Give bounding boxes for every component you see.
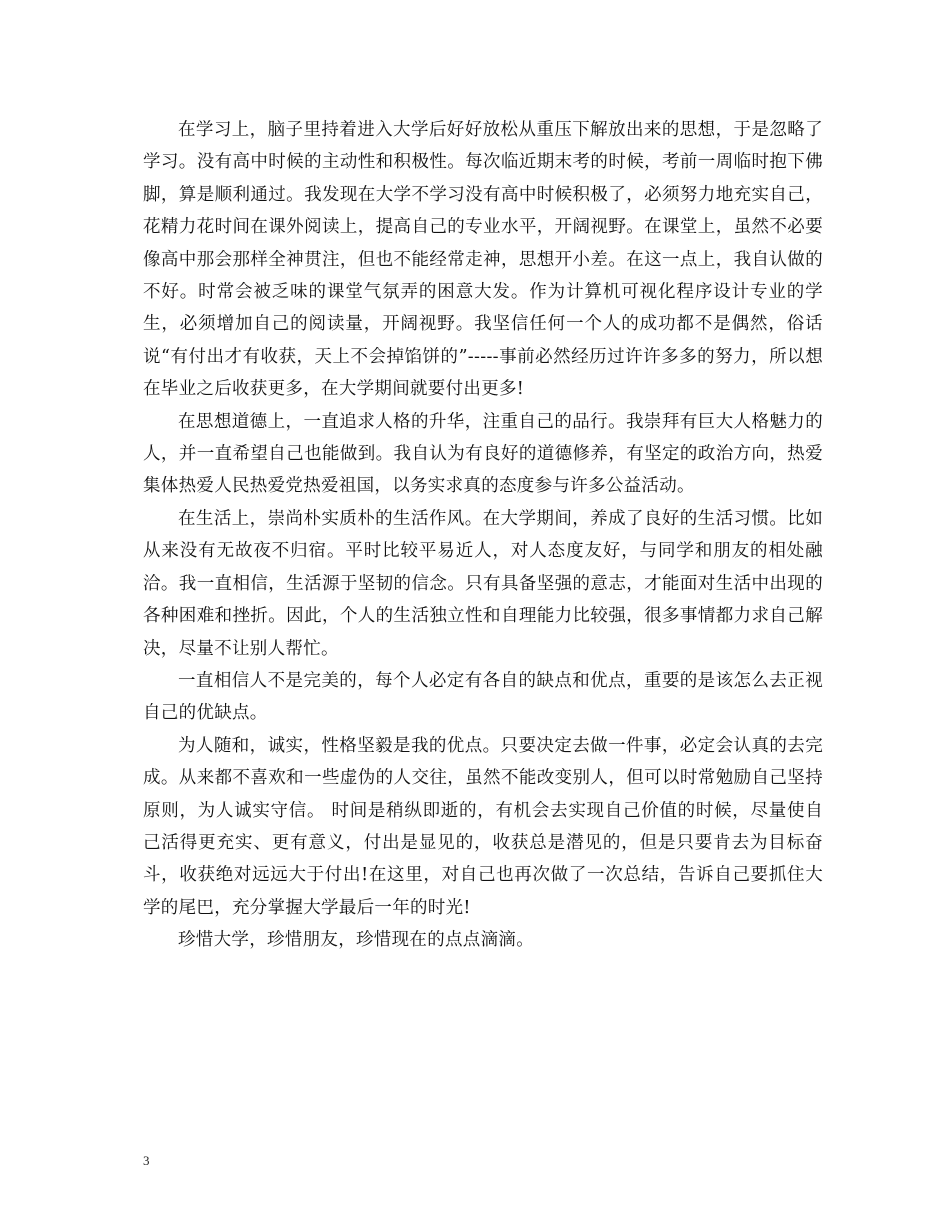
paragraph-morality: 在思想道德上，一直追求人格的升华，注重自己的品行。我崇拜有巨大人格魅力的人，并一直希望自己也能做到。我自认为有良好的道德修养，有坚定的政治方向，热爱集体热爱人民热爱党热爱祖国，以务实求真的态度参与许多公益活动。 — [143, 411, 823, 497]
paragraph-study: 在学习上，脑子里持着进入大学后好好放松从重压下解放出来的思想，于是忽略了学习。没有高中时候的主动性和积极性。每次临近期末考的时候，考前一周临时抱下佛脚，算是顺利通过。我发现在大学不学习没有高中时候积极了，必须努力地充实自己，花精力花时间在课外阅读上，提高自己的专业水平，开阔视野。在课堂上，虽然不必要像高中那会那样全神贯注，但也不能经常走神，思想开小差。在这一点上，我自认做的不好。时常会被乏味的课堂气氛弄的困意大发。作为计算机可视化程序设计专业的学生，必须增加自己的阅读量，开阔视野。我坚信任何一个人的成功都不是偶然，俗话说“有付出才有收获，天上不会掉馅饼的”-----事前必然经历过许许多多的努力，所以想在毕业之后收获更多，在大学期间就要付出更多! — [143, 120, 823, 400]
paragraph-life: 在生活上，崇尚朴实质朴的生活作风。在大学期间，养成了良好的生活习惯。比如从来没有无故夜不归宿。平时比较平易近人，对人态度友好，与同学和朋友的相处融洽。我一直相信，生活源于坚韧的信念。只有具备坚强的意志，才能面对生活中出现的各种困难和挫折。因此，个人的生活独立性和自理能力比较强，很多事情都力求自己解决，尽量不让别人帮忙。 — [143, 508, 823, 659]
document-body — [143, 114, 823, 957]
page-number: 3 — [143, 1153, 150, 1168]
paragraph-closing: 珍惜大学，珍惜朋友，珍惜现在的点点滴滴。 — [178, 930, 534, 951]
paragraph-strengths: 为人随和，诚实，性格坚毅是我的优点。只要决定去做一件事，必定会认真的去完成。从来都不喜欢和一些虚伪的人交往，虽然不能改变别人，但可以时常勉励自己坚持原则，为人诚实守信。 时间是稍纵即逝的，有机会去实现自己价值的时候，尽量使自己活得更充实、更有意义，付出是显见的，收获总是潜见的，但是只要肯去为目标奋斗，收获绝对远远大于付出!在这里，对自己也再次做了一次总结，告诉自己要抓住大学的尾巴，充分掌握大学最后一年的时光! — [143, 735, 823, 918]
paragraph-imperfection: 一直相信人不是完美的，每个人必定有各自的缺点和优点，重要的是该怎么去正视自己的优缺点。 — [143, 670, 823, 724]
